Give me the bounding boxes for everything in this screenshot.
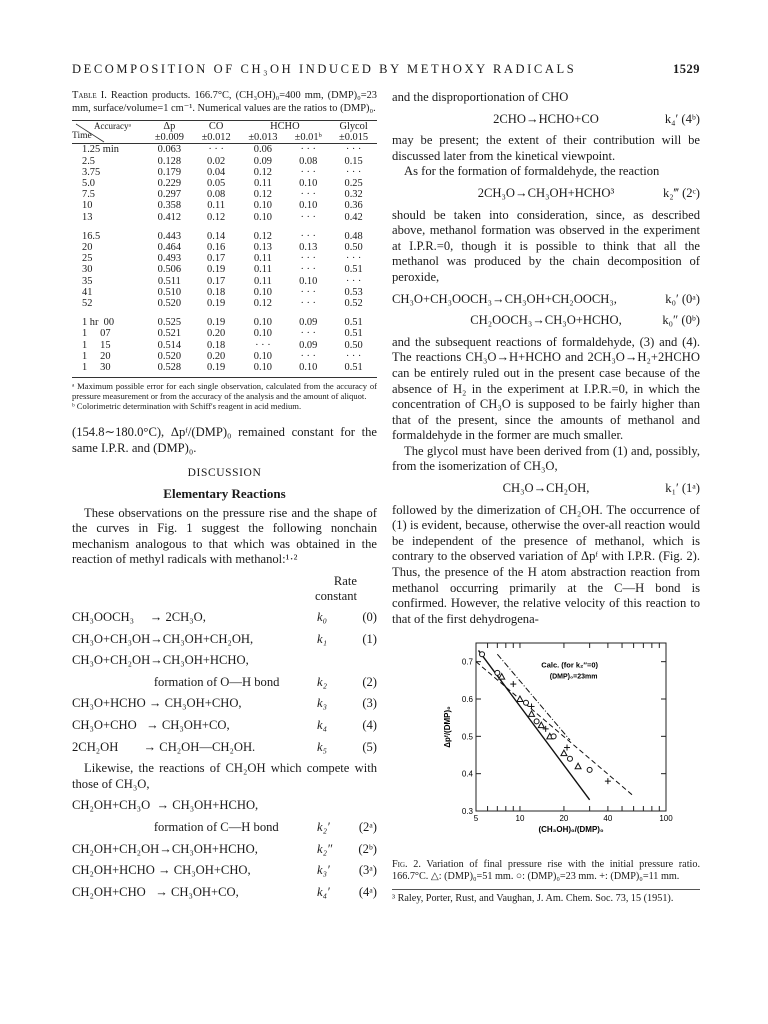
y-tick-label: 0.4 [461,770,473,780]
reaction-formula: formation of C—H bond [72,819,279,834]
data-point-triangle [575,764,581,770]
table-cell: 0.42 [344,211,363,223]
table-row [72,167,377,178]
table-cell: 0.10 [253,211,272,223]
table-row [72,242,377,253]
table-cell: 0.358 [157,200,182,212]
table-cell-time: 1 20 [82,350,111,362]
table-cell-time: 13 [82,211,93,223]
figure-caption-text: 2. Variation of final pressure rise with the initial pressure ratio. 166.7°C. △: (DMP)₀=51 mm. ○: (DMP)₀=23 mm. +: (DMP)₀=11 mm. [392,859,701,883]
rate-constant: k₃ [317,696,327,711]
reaction-rate-label [317,820,377,836]
table-row [72,340,377,351]
hcho-err-2: ±0.01ᵇ [294,132,322,144]
table-cell-time: 2.5 [82,155,95,167]
reaction-formula: CH₂OH+CH₃O → CH₃OH+HCHO, [72,798,259,813]
reaction-equation [72,820,377,836]
time-header: Time [72,131,92,141]
table-cell: 0.18 [207,339,226,351]
table-cell: 0.51 [344,264,363,276]
table-cell: 0.09 [299,317,318,329]
running-header [72,62,700,77]
table-cell: 0.19 [207,317,226,329]
reaction-rate-label [317,696,377,712]
table-group-gap [72,223,377,231]
rate-constant: k₂″ [317,841,333,856]
reaction-equation [72,653,377,669]
co-header: CO [208,121,224,132]
table-cell: 0.506 [157,264,182,276]
table-cell: 0.525 [157,317,182,329]
table-cell: 0.25 [344,178,363,190]
dp-header: Δp [163,121,176,132]
table-row [72,328,377,339]
table-cell: · · · [208,144,224,156]
accuracy-header: Accuracyᵃ [94,121,131,131]
section-heading: DISCUSSION [187,467,262,480]
table-cell: 0.11 [253,178,272,190]
paragraph-mechanism: These observations on the pressure rise and the shape of the curves in Fig. 1 suggest the following nonchain mechanism analogous to that which was obtained in the reaction of methyl radicals with methanol:¹·² [72,505,377,567]
reaction-equation [72,842,377,858]
reaction-equation [72,675,377,691]
table-cell: 0.10 [253,317,272,329]
equation-1a-body: CH₃O→CH₂OH, [502,481,590,496]
x-tick-label: 20 [559,814,569,824]
table-cell: 0.12 [207,211,226,223]
reaction-list-2 [72,798,377,900]
data-point-circle [534,719,539,724]
reaction-rate-label [317,610,377,626]
chart-annotation-dmp: (DMP)₀=23mm [549,673,598,681]
footnote-reference-3: ³ Raley, Porter, Rust, and Vaughan, J. Am. Chem. Soc. 73, 15 (1951). [392,889,700,905]
table-cell: 0.10 [253,350,272,362]
subsection-heading: Elementary Reactions [163,486,286,502]
para-disproportionation: and the disproportionation of CHO [392,90,569,104]
reaction-equation [72,718,377,734]
equation-4b [392,112,700,128]
table-row [72,298,377,309]
reaction-equation [72,610,377,626]
x-tick-label: 40 [603,814,613,824]
table-cell: 0.20 [207,350,226,362]
table-cell: 0.11 [253,264,272,276]
table-cell: 0.063 [157,144,182,156]
table-cell: · · · [300,328,317,340]
table-cell: · · · [345,275,362,287]
table-cell: 0.51 [344,328,363,340]
table-cell: · · · [255,339,271,351]
data-point-circle [480,652,485,657]
table-cell: 0.50 [344,242,363,254]
equation-0b [392,313,700,329]
table-cell-time: 52 [82,298,93,310]
table-row [72,231,377,242]
table-cell: · · · [300,298,317,310]
table-cell: 0.10 [299,362,318,374]
table-cell: 0.510 [157,286,182,298]
table-cell-time: 1.25 min [82,144,119,156]
equation-4b-body: 2CHO→HCHO+CO [493,111,599,126]
rate-constant: k₃′ [317,863,330,878]
table-body [72,144,377,373]
table-cell: 0.520 [157,350,182,362]
reaction-rate-label [317,675,377,691]
data-point-triangle [538,723,544,729]
table-cell: 0.17 [207,253,226,265]
table-cell: 0.08 [299,155,318,167]
reaction-formula: CH₂OH+CHO → CH₃OH+CO, [72,884,239,899]
table-cell: 0.51 [344,317,363,329]
table-cell-time: 1 07 [82,328,111,340]
reaction-number: (0) [362,610,377,625]
x-tick-label: 100 [659,814,673,824]
table-cell: · · · [300,166,317,178]
table-cell: 0.16 [207,242,226,254]
table-cell: 0.412 [157,211,182,223]
rate-constant: k₂ [317,674,327,689]
rate-header-1: Rate [333,574,357,589]
equation-0b-label: k₀″ (0ᵇ) [662,313,700,328]
equation-0a-label: k₀′ (0ᵃ) [665,291,700,306]
table-cell: 0.52 [344,298,363,310]
reaction-rate-label [317,842,377,858]
reaction-equation [72,740,377,756]
rate-constant: k₀ [317,610,327,625]
table-cell-time: 1 30 [82,362,111,374]
reaction-rate-label [317,798,377,814]
table-cell: 0.12 [253,189,272,201]
equation-1a-label: k₁′ (1ᵃ) [665,481,700,496]
table-cell: · · · [345,253,362,265]
table-cell: 0.20 [207,328,226,340]
figure-2 [436,637,686,855]
table-cell-time: 16.5 [82,230,101,242]
co-err: ±0.012 [201,132,231,144]
table-cell: 0.18 [207,286,226,298]
table-cell-time: 1 hr 00 [82,317,115,329]
table-footnote-a: ᵃ Maximum possible error for each single observation, calculated from the accuracy of pressure measurement or from the accuracy of the analysis and the amount of aliquot. [72,377,377,401]
para-continuation: (154.8∼180.0°C), Δpᶠ/(DMP)₀ remained constant for the same I.P.R. and (DMP)₀. [72,425,377,455]
table-cell: · · · [345,144,362,156]
table-cell: 0.19 [207,362,226,374]
table-row [72,200,377,211]
reaction-number: (2) [362,674,377,689]
table-cell-time: 41 [82,286,93,298]
reaction-formula: formation of O—H bond [72,674,280,689]
left-column [72,90,377,906]
data-point-circle [495,671,500,676]
table-row [72,264,377,275]
reaction-number: (3) [362,696,377,711]
table-cell: 0.514 [157,339,182,351]
table-row [72,317,377,328]
reaction-rate-label [317,740,377,756]
equation-0a [392,292,700,308]
x-tick-label: 5 [473,814,479,824]
table-cell: 0.15 [344,155,363,167]
table-row [72,212,377,223]
table-cell: · · · [300,253,317,265]
table-cell: · · · [300,264,317,276]
equation-0b-body: CH₂OOCH₃→CH₃O+HCHO, [470,313,622,328]
table-cell: 0.10 [299,178,318,190]
table-row [72,351,377,362]
reaction-formula: CH₂OH+HCHO → CH₃OH+CHO, [72,863,251,878]
table-cell: 0.48 [344,230,363,242]
rate-constant: k₅ [317,739,327,754]
table-cell: 0.520 [157,298,182,310]
equation-1a [392,481,700,497]
table-cell: 0.11 [207,200,226,212]
reaction-formula: CH₃O+CH₂OH→CH₃OH+HCHO, [72,653,249,668]
reaction-formula: 2CH₂OH → CH₂OH—CH₂OH. [72,739,256,754]
reaction-equation [72,696,377,712]
reaction-rate-label [317,718,377,734]
reaction-products-table [72,120,377,373]
right-column [392,90,700,905]
table-cell-time: 35 [82,275,93,287]
table-cell: 0.528 [157,362,182,374]
table-cell: 0.10 [299,200,318,212]
y-tick-label: 0.5 [461,732,473,742]
table-cell: · · · [300,286,317,298]
reaction-number: (2ᵇ) [358,841,377,856]
rate-header-2: constant [315,589,357,604]
data-point-circle [587,768,592,773]
figure-caption-label: Fig. [392,859,408,871]
reaction-equation [72,863,377,879]
table-group-gap [72,309,377,317]
reaction-formula: CH₃O+CH₃OH→CH₃OH+CH₂OH, [72,631,254,646]
para-dimerization: followed by the dimerization of CH₂OH. The occurrence of (1) is evident, because, otherwise the over-all reaction would be independent of the presence of methanol, which is contrary to the observed variation of Δpᶠ with I.P.R. (Fig. 2). Thus, the presence of the H atom abstraction reaction from methanol occurring primarily at the C—H bond is confirmed. However, the relative velocity of this reaction to that of the first dehydrogena- [392,502,700,626]
table-cell-time: 3.75 [82,166,101,178]
table-cell: 0.08 [207,189,226,201]
y-tick-label: 0.7 [461,658,473,668]
table-cell: 0.53 [344,286,363,298]
equation-2c-body: 2CH₃O→CH₃OH+HCHO³ [477,185,615,200]
glycol-header: Glycol [339,121,368,132]
table-cell: 0.14 [207,230,226,242]
table-cell: 0.11 [253,253,272,265]
equation-4b-label: k₄′ (4ᵇ) [664,111,700,126]
table-cell: · · · [300,189,317,201]
data-point-circle [551,734,556,739]
hcho-err-1: ±0.013 [248,132,278,144]
table-cell: 0.179 [157,166,182,178]
reaction-equation [72,885,377,901]
table-cell: 0.10 [253,328,272,340]
rate-constant: k₁ [317,631,327,646]
dp-err: ±0.009 [154,132,184,144]
reaction-equation [72,798,377,814]
reaction-number: (2ᵃ) [358,819,377,834]
reaction-formula: CH₃O+CHO → CH₃OH+CO, [72,717,230,732]
table-cell: 0.51 [344,362,363,374]
running-title: DECOMPOSITION OF CH₃OH INDUCED BY METHOXY RADICALS [72,62,577,76]
glycol-err: ±0.015 [339,132,369,144]
table-caption-label: Table [72,90,97,101]
table-cell: 0.19 [207,264,226,276]
table-row [72,189,377,200]
para-formaldehyde: As for the formation of formaldehyde, the reaction [404,164,660,179]
hcho-header: HCHO [270,121,300,132]
table-cell-time: 20 [82,242,93,254]
table-cell: 0.10 [253,200,272,212]
reaction-number: (4ᵃ) [358,884,377,899]
table-row [72,287,377,298]
reaction-formula: CH₃OOCH₃ → 2CH₃O, [72,610,206,625]
x-axis-label: (CH₃OH)₀/(DMP)₀ [538,825,604,835]
x-tick-label: 10 [515,814,525,824]
reaction-number: (1) [362,631,377,646]
table-cell: 0.50 [344,339,363,351]
table-cell-time: 25 [82,253,93,265]
reaction-number: (4) [362,717,377,732]
table-cell: 0.06 [253,144,272,156]
table-cell: 0.12 [253,166,272,178]
table-cell: 0.13 [253,242,272,254]
table-cell-time: 5.0 [82,178,95,190]
equation-2c-label: k₂‴ (2ᶜ) [663,185,700,200]
reaction-equation [72,632,377,648]
data-point-triangle [561,751,567,757]
table-cell: · · · [300,350,317,362]
table-cell: 0.229 [157,178,182,190]
reaction-rate-label [317,632,377,648]
table-row [72,178,377,189]
y-tick-label: 0.3 [461,807,473,817]
table-cell: · · · [300,211,317,223]
table-corner-header [72,121,146,144]
reaction-list-1 [72,610,377,755]
table-row [72,156,377,167]
table-cell: 0.128 [157,155,182,167]
table-cell: 0.19 [207,298,226,310]
table-cell: 0.10 [253,362,272,374]
table-cell: 0.36 [344,200,363,212]
data-point-triangle [517,696,523,702]
para-methanol-formation: should be taken into consideration, since, as described above, methanol formation was observed in the experiment at I.P.R.=0, though it is possible to think that all the methanol was produced by the chain decomposition of peroxide, [392,207,700,284]
table-cell: · · · [300,230,317,242]
reaction-formula: CH₂OH+CH₂OH→CH₃OH+HCHO, [72,841,258,856]
reaction-formula: CH₃O+HCHO → CH₃OH+CHO, [72,696,242,711]
table-cell-time: 30 [82,264,93,276]
table-row [72,253,377,264]
figure-2-chart [436,637,686,855]
reaction-rate-label [317,885,377,901]
chart-annotation-calc: Calc. (for k₂″=0) [541,660,599,670]
reaction-number: (5) [362,739,377,754]
equation-0a-body: CH₃O+CH₃OOCH₃→CH₃OH+CH₂OOCH₃, [392,291,617,306]
y-axis-label: Δpᶠ/(DMP)₀ [443,706,452,749]
table-cell: 0.464 [157,242,182,254]
para-contribution: may be present; the extent of their contribution will be discussed later from the kinetical viewpoint. [392,133,700,163]
data-point-circle [567,757,572,762]
figure-caption [392,859,700,883]
paragraph-ch2oh: Likewise, the reactions of CH₂OH which compete with those of CH₃O, [72,761,377,791]
table-cell: 0.12 [253,230,272,242]
table-cell: 0.521 [157,328,182,340]
data-point-triangle [529,711,535,717]
table-cell: 0.04 [207,166,226,178]
table-row [72,144,377,156]
page-number: 1529 [673,62,700,76]
table-cell: 0.13 [299,242,318,254]
para-subsequent-reactions: and the subsequent reactions of formaldehyde, (3) and (4). The reactions CH₃O→H+HCHO and 2CH₃O→H₂+2HCHO can be entirely ruled out in the present case because of the absence of H₂ in the experiment at I.P.R.=0, in which the concentration of CH₃O is supposed to be fairly higher than that of the present, since the amounts of methanol and formaldehyde in the former are much smaller. [392,334,700,443]
table-cell-time: 1 15 [82,339,111,351]
reaction-number: (3ᵃ) [358,863,377,878]
table-cell: · · · [345,350,362,362]
table-cell: 0.493 [157,253,182,265]
table-cell: 0.05 [207,178,226,190]
table-row [72,362,377,373]
rate-constant: k₂′ [317,819,330,834]
data-point-circle [524,701,529,706]
table-cell: 0.12 [253,298,272,310]
table-cell: 0.443 [157,230,182,242]
table-cell: 0.11 [253,275,272,287]
table-footnote-b: ᵇ Colorimetric determination with Schiff's reagent in acid medium. [72,401,302,412]
table-cell: 0.511 [157,275,181,287]
fit-line-dash [476,662,634,796]
table-cell: 0.297 [157,189,182,201]
table-row [72,276,377,287]
table-cell: 0.32 [344,189,363,201]
table-cell: 0.02 [207,155,226,167]
table-cell: · · · [300,144,317,156]
table-caption [72,90,377,115]
rate-constant: k₄ [317,717,327,732]
reaction-rate-label [317,653,377,669]
rate-constant-header [72,574,357,604]
table-cell: 0.17 [207,275,226,287]
table-cell: 0.10 [253,286,272,298]
table-cell-time: 10 [82,200,93,212]
table-cell: 0.09 [299,339,318,351]
equation-2c [392,186,700,202]
table-caption-text: I. Reaction products. 166.7°C, (CH₃OH)₀=400 mm, (DMP)₀=23 mm, surface/volume=1 cm⁻¹. Numerical values are the ratios to (DMP)₀. [72,90,377,114]
reaction-rate-label [317,863,377,879]
rate-constant: k₄′ [317,884,330,899]
para-glycol: The glycol must have been derived from (1) and, possibly, from the isomerization of CH₃O, [392,443,700,474]
table-cell: 0.09 [253,155,272,167]
table-cell: 0.10 [299,275,318,287]
table-cell: · · · [345,166,362,178]
y-tick-label: 0.6 [461,695,473,705]
table-cell-time: 7.5 [82,189,95,201]
